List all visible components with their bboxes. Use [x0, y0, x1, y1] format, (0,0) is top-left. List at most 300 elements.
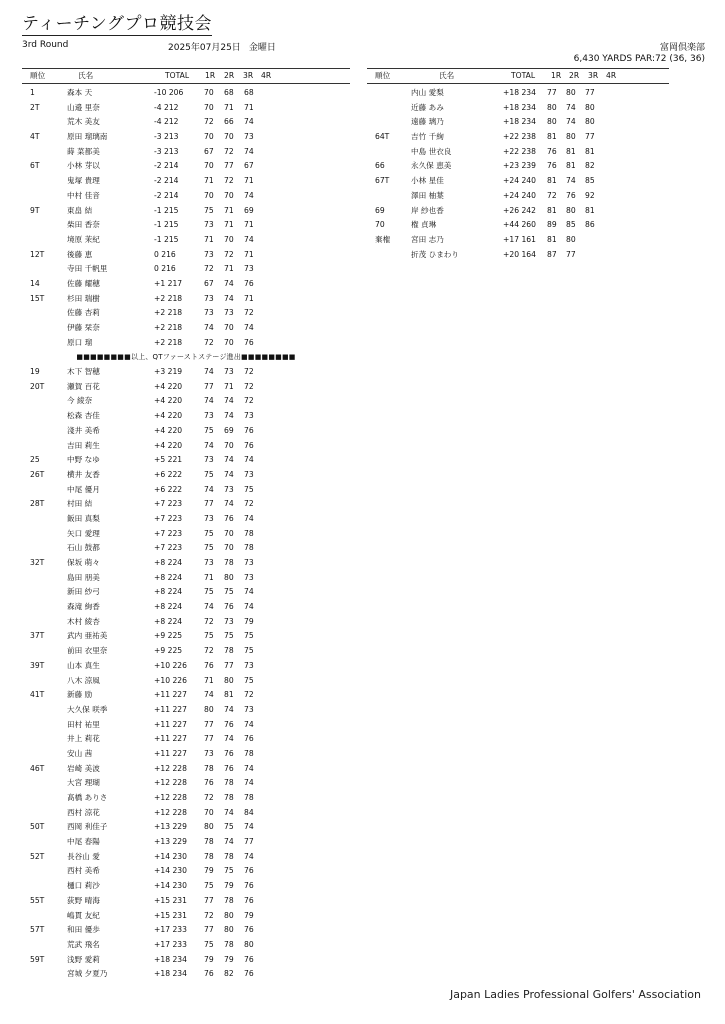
rank-cell: 57T	[30, 925, 45, 935]
rank-cell: 15T	[30, 293, 45, 303]
table-row	[22, 380, 350, 395]
r2-cell: 76	[224, 602, 234, 612]
r2-cell: 72	[224, 249, 234, 259]
total-cell: -2 214	[154, 176, 179, 186]
r1-cell: 76	[547, 161, 557, 171]
r2-cell: 68	[224, 88, 234, 97]
rank-cell: 41T	[30, 690, 45, 700]
r3-cell: 76	[244, 866, 254, 876]
r3-cell: 78	[244, 528, 254, 538]
r3-cell: 76	[244, 925, 254, 935]
table-row	[22, 159, 350, 174]
r2-cell: 74	[224, 807, 234, 817]
total-cell: +23 239	[503, 161, 536, 171]
total-cell: +18 234	[503, 102, 536, 112]
total-cell: 0 216	[154, 264, 176, 274]
table-row	[22, 879, 350, 894]
player-name: 嶋貫 友紀	[67, 910, 100, 920]
rank-cell: 39T	[30, 660, 45, 670]
player-name: 淺井 美希	[67, 425, 100, 435]
player-name: 前田 衣里奈	[67, 646, 108, 656]
player-name: 岩崎 美波	[67, 763, 100, 773]
player-name: 伊藤 栞奈	[67, 323, 100, 332]
table-row	[22, 306, 350, 321]
r2-cell: 71	[224, 205, 234, 215]
total-cell: +8 224	[154, 616, 183, 626]
header-r4: 4R	[261, 71, 272, 80]
r3-cell: 75	[244, 646, 254, 656]
r2-cell: 74	[224, 455, 234, 465]
r1-cell: 78	[204, 763, 214, 773]
r3-cell: 74	[244, 513, 254, 523]
table-row	[22, 321, 350, 336]
r3-cell: 76	[244, 954, 254, 964]
r1-cell: 80	[547, 117, 557, 127]
page-title: ティーチングプロ競技会	[22, 14, 212, 34]
r2-cell: 78	[224, 778, 234, 788]
total-cell: +8 224	[154, 587, 183, 597]
r2-cell: 73	[224, 484, 234, 494]
r3-cell: 76	[244, 734, 254, 744]
r1-cell: 77	[204, 499, 214, 509]
player-name: 保坂 萌々	[67, 558, 100, 567]
table-row	[367, 101, 669, 116]
r1-cell: 75	[204, 543, 214, 553]
r1-cell: 77	[204, 381, 214, 391]
total-cell: +9 225	[154, 631, 183, 641]
total-cell: -10 206	[154, 88, 184, 97]
r2-cell: 78	[224, 939, 234, 949]
r1-cell: 75	[204, 425, 214, 435]
player-name: 佐藤 耀穂	[67, 278, 100, 288]
total-cell: +3 219	[154, 367, 183, 377]
r2-cell: 70	[224, 132, 234, 142]
table-row	[22, 864, 350, 879]
player-name: 森滝 絢香	[67, 602, 100, 612]
table-row	[22, 600, 350, 615]
table-row	[367, 218, 669, 233]
player-name: 永久保 恵美	[411, 161, 452, 171]
table-row	[22, 439, 350, 454]
r3-cell: 74	[244, 455, 254, 465]
table-row	[22, 776, 350, 791]
r1-cell: 73	[204, 220, 214, 230]
r2-cell: 80	[566, 88, 576, 97]
table-row	[22, 791, 350, 806]
player-name: 新藤 励	[67, 690, 93, 700]
header-r1: 1R	[205, 71, 216, 80]
player-name: 中村 佳音	[67, 190, 100, 200]
rank-cell: 14	[30, 278, 40, 288]
total-cell: +2 218	[154, 293, 183, 303]
r1-cell: 81	[547, 132, 557, 142]
r2-cell: 73	[224, 616, 234, 626]
r2-cell: 77	[224, 161, 234, 171]
player-name: 矢口 愛理	[67, 528, 100, 538]
r2-cell: 72	[224, 146, 234, 156]
r1-cell: 77	[204, 734, 214, 744]
player-name: 澤田 柚葉	[411, 190, 444, 200]
player-name: 木村 綾杏	[67, 616, 100, 626]
r1-cell: 72	[204, 793, 214, 802]
leaderboard-right	[367, 68, 669, 262]
r3-cell: 74	[244, 323, 254, 332]
r1-cell: 73	[204, 308, 214, 318]
table-row	[22, 585, 350, 600]
total-cell: +11 227	[154, 734, 187, 744]
rank-cell: 70	[375, 220, 385, 230]
player-name: 後藤 恵	[67, 249, 93, 259]
total-cell: +8 224	[154, 572, 183, 582]
r1-cell: 77	[547, 88, 557, 97]
r3-cell: 80	[585, 102, 595, 112]
player-name: 吉竹 千絢	[411, 132, 444, 142]
r2-cell: 70	[224, 543, 234, 553]
r2-cell: 78	[224, 558, 234, 567]
r1-cell: 67	[204, 146, 214, 156]
table-row	[22, 145, 350, 160]
rank-cell: 25	[30, 455, 40, 465]
total-cell: +4 220	[154, 411, 183, 421]
table-row	[22, 644, 350, 659]
total-cell: +2 218	[154, 337, 183, 347]
player-name: 田村 祐里	[67, 719, 100, 729]
table-row	[367, 174, 669, 189]
r1-cell: 77	[204, 719, 214, 729]
total-cell: +17 233	[154, 925, 187, 935]
total-cell: +2 218	[154, 308, 183, 318]
header-r2: 2R	[569, 71, 580, 80]
r1-cell: 70	[204, 190, 214, 200]
total-cell: +8 224	[154, 558, 183, 567]
table-row	[22, 189, 350, 204]
total-cell: +6 222	[154, 484, 183, 494]
r2-cell: 71	[224, 220, 234, 230]
player-name: 小林 芽以	[67, 161, 100, 171]
total-cell: -4 212	[154, 102, 179, 112]
table-row	[22, 86, 350, 101]
total-cell: +11 227	[154, 719, 187, 729]
header-r4: 4R	[606, 71, 617, 80]
rank-cell: 52T	[30, 851, 45, 861]
r2-cell: 80	[224, 675, 234, 685]
r2-cell: 71	[224, 102, 234, 112]
rank-cell: 59T	[30, 954, 45, 964]
r1-cell: 70	[204, 132, 214, 142]
total-cell: +18 234	[503, 88, 536, 97]
r3-cell: 73	[244, 264, 254, 274]
total-cell: +4 220	[154, 396, 183, 406]
total-cell: +4 220	[154, 381, 183, 391]
r1-cell: 70	[204, 102, 214, 112]
r1-cell: 76	[204, 778, 214, 788]
r3-cell: 77	[585, 88, 595, 97]
total-cell: +22 238	[503, 146, 536, 156]
r1-cell: 80	[204, 704, 214, 714]
player-name: 新田 紗弓	[67, 587, 100, 597]
total-cell: +44 260	[503, 220, 536, 230]
r1-cell: 71	[204, 675, 214, 685]
r1-cell: 75	[204, 528, 214, 538]
rank-cell: 46T	[30, 763, 45, 773]
r1-cell: 70	[204, 88, 214, 97]
r3-cell: 86	[585, 220, 595, 230]
player-name: 蒔 菜都美	[67, 146, 100, 156]
r2-cell: 81	[566, 146, 576, 156]
r3-cell: 74	[244, 851, 254, 861]
total-cell: +7 223	[154, 513, 183, 523]
player-name: 荒武 飛名	[67, 939, 100, 949]
player-name: 今 綾奈	[67, 396, 93, 406]
r2-cell: 70	[224, 337, 234, 347]
r3-cell: 76	[244, 969, 254, 979]
r3-cell: 72	[244, 396, 254, 406]
r3-cell: 76	[244, 440, 254, 450]
r2-cell: 75	[224, 631, 234, 641]
table-row	[367, 233, 669, 248]
r1-cell: 72	[204, 910, 214, 920]
r3-cell: 71	[244, 176, 254, 186]
table-row	[22, 674, 350, 689]
r2-cell: 77	[224, 660, 234, 670]
table-row	[22, 718, 350, 733]
rank-cell: 棄権	[375, 234, 391, 244]
player-name: 佐藤 杏莉	[67, 308, 100, 318]
table-row	[22, 483, 350, 498]
leaderboard-left	[22, 68, 350, 982]
r3-cell: 77	[585, 132, 595, 142]
r2-cell: 76	[224, 513, 234, 523]
total-cell: +7 223	[154, 543, 183, 553]
table-row	[22, 527, 350, 542]
header-r1: 1R	[551, 71, 562, 80]
table-row	[367, 189, 669, 204]
player-name: 原口 瑠	[67, 337, 93, 347]
total-cell: +14 230	[154, 851, 187, 861]
header-name: 氏名	[439, 71, 455, 80]
table-row	[22, 468, 350, 483]
total-cell: +5 221	[154, 455, 183, 465]
table-row	[22, 953, 350, 968]
r2-cell: 66	[224, 117, 234, 127]
rows-after-cut	[22, 365, 350, 982]
r1-cell: 74	[204, 367, 214, 377]
total-cell: 0 216	[154, 249, 176, 259]
table-row	[22, 115, 350, 130]
table-row	[22, 174, 350, 189]
player-name: 瀬賀 百花	[67, 381, 100, 391]
table-row	[22, 277, 350, 292]
r3-cell: 67	[244, 161, 254, 171]
r1-cell: 74	[204, 690, 214, 700]
r2-cell: 79	[224, 881, 234, 891]
r1-cell: 78	[204, 851, 214, 861]
table-row	[22, 909, 350, 924]
r1-cell: 73	[204, 558, 214, 567]
total-cell: +4 220	[154, 440, 183, 450]
table-row	[22, 394, 350, 409]
column-header	[367, 68, 669, 84]
r1-cell: 73	[204, 513, 214, 523]
r2-cell: 78	[224, 646, 234, 656]
player-name: 西村 涼花	[67, 807, 100, 817]
table-row	[22, 762, 350, 777]
player-name: 近藤 あみ	[411, 102, 444, 112]
r1-cell: 79	[204, 954, 214, 964]
table-row	[22, 629, 350, 644]
player-name: 木下 智穂	[67, 367, 100, 377]
total-cell: +4 220	[154, 425, 183, 435]
total-cell: +10 226	[154, 675, 187, 685]
r2-cell: 81	[224, 690, 234, 700]
table-row	[22, 747, 350, 762]
r1-cell: 80	[547, 102, 557, 112]
r1-cell: 74	[204, 396, 214, 406]
r1-cell: 73	[204, 455, 214, 465]
table-row	[22, 262, 350, 277]
total-cell: -2 214	[154, 190, 179, 200]
table-row	[367, 130, 669, 145]
player-name: 吉田 莉生	[67, 440, 100, 450]
player-name: 岸 紗也香	[411, 205, 444, 215]
r2-cell: 80	[566, 205, 576, 215]
total-cell: +14 230	[154, 881, 187, 891]
total-cell: +13 229	[154, 822, 187, 832]
total-cell: +18 234	[503, 117, 536, 127]
total-cell: +10 226	[154, 660, 187, 670]
total-cell: +11 227	[154, 704, 187, 714]
player-name: 髙橋 ありさ	[67, 793, 108, 802]
r3-cell: 74	[244, 234, 254, 244]
player-name: 杉田 瑞樹	[67, 293, 100, 303]
player-name: 荒木 美友	[67, 117, 100, 127]
table-row	[22, 424, 350, 439]
r3-cell: 78	[244, 543, 254, 553]
r3-cell: 76	[244, 278, 254, 288]
player-name: 中島 世衣良	[411, 146, 452, 156]
total-cell: +12 228	[154, 793, 187, 802]
rank-cell: 12T	[30, 249, 45, 259]
table-row	[367, 86, 669, 101]
header-r2: 2R	[224, 71, 235, 80]
total-cell: +18 234	[154, 954, 187, 964]
player-name: 村田 結	[67, 499, 93, 509]
r3-cell: 73	[244, 572, 254, 582]
table-row	[22, 292, 350, 307]
r1-cell: 74	[204, 602, 214, 612]
r3-cell: 77	[244, 837, 254, 847]
r3-cell: 78	[244, 748, 254, 758]
rank-cell: 37T	[30, 631, 45, 641]
r3-cell: 74	[244, 778, 254, 788]
r2-cell: 70	[224, 323, 234, 332]
r1-cell: 72	[204, 337, 214, 347]
player-name: 中尾 優月	[67, 484, 100, 494]
r3-cell: 74	[244, 117, 254, 127]
total-cell: +18 234	[154, 969, 187, 979]
r3-cell: 92	[585, 190, 595, 200]
table-row	[22, 336, 350, 351]
table-row	[22, 732, 350, 747]
player-name: 大宮 理瑚	[67, 778, 100, 788]
r2-cell: 78	[224, 851, 234, 861]
total-cell: +15 231	[154, 895, 187, 905]
total-cell: -1 215	[154, 234, 179, 244]
r3-cell: 80	[244, 939, 254, 949]
r2-cell: 74	[224, 411, 234, 421]
r1-cell: 71	[204, 234, 214, 244]
player-name: 浅野 愛莉	[67, 954, 100, 964]
r3-cell: 75	[244, 675, 254, 685]
r2-cell: 71	[224, 381, 234, 391]
total-cell: -2 214	[154, 161, 179, 171]
total-cell: +24 240	[503, 190, 536, 200]
player-name: 松森 杏佳	[67, 411, 100, 421]
total-cell: +26 242	[503, 205, 536, 215]
total-cell: -4 212	[154, 117, 179, 127]
total-cell: -1 215	[154, 205, 179, 215]
r3-cell: 73	[244, 660, 254, 670]
r3-cell: 74	[244, 719, 254, 729]
r1-cell: 75	[204, 939, 214, 949]
player-name: 飯田 真梨	[67, 513, 100, 523]
total-cell: +13 229	[154, 837, 187, 847]
r2-cell: 82	[224, 969, 234, 979]
r2-cell: 74	[566, 102, 576, 112]
header-r3: 3R	[588, 71, 599, 80]
r2-cell: 80	[566, 132, 576, 142]
player-name: 和田 優歩	[67, 925, 100, 935]
r1-cell: 74	[204, 440, 214, 450]
venue-label: 富岡倶楽部	[659, 43, 705, 53]
table-row	[22, 248, 350, 263]
rows-right	[367, 86, 669, 262]
r1-cell: 81	[547, 234, 557, 244]
rank-cell: 32T	[30, 558, 45, 567]
r1-cell: 78	[204, 837, 214, 847]
table-row	[22, 688, 350, 703]
r3-cell: 75	[244, 631, 254, 641]
player-name: 山邉 里奈	[67, 102, 100, 112]
r3-cell: 74	[244, 190, 254, 200]
r1-cell: 75	[204, 469, 214, 479]
r3-cell: 74	[244, 822, 254, 832]
r1-cell: 72	[204, 616, 214, 626]
r3-cell: 73	[244, 704, 254, 714]
player-name: 長谷山 愛	[67, 851, 100, 861]
player-name: 石山 鼓都	[67, 543, 100, 553]
player-name: 荻野 晴海	[67, 895, 100, 905]
player-name: 寺田 千帆里	[67, 264, 108, 274]
table-row	[22, 820, 350, 835]
r2-cell: 72	[224, 176, 234, 186]
player-name: 武内 亜祐美	[67, 631, 108, 641]
rank-cell: 69	[375, 205, 385, 215]
r2-cell: 76	[566, 190, 576, 200]
r1-cell: 77	[204, 895, 214, 905]
header-total: TOTAL	[511, 71, 536, 80]
footer-org: Japan Ladies Professional Golfers' Association	[449, 988, 701, 1001]
player-name: 安山 茜	[67, 748, 93, 758]
r3-cell: 84	[244, 807, 254, 817]
r3-cell: 76	[244, 425, 254, 435]
r3-cell: 76	[244, 337, 254, 347]
table-row	[22, 453, 350, 468]
r2-cell: 71	[224, 264, 234, 274]
table-row	[22, 130, 350, 145]
total-cell: -3 213	[154, 146, 179, 156]
r1-cell: 70	[204, 161, 214, 171]
